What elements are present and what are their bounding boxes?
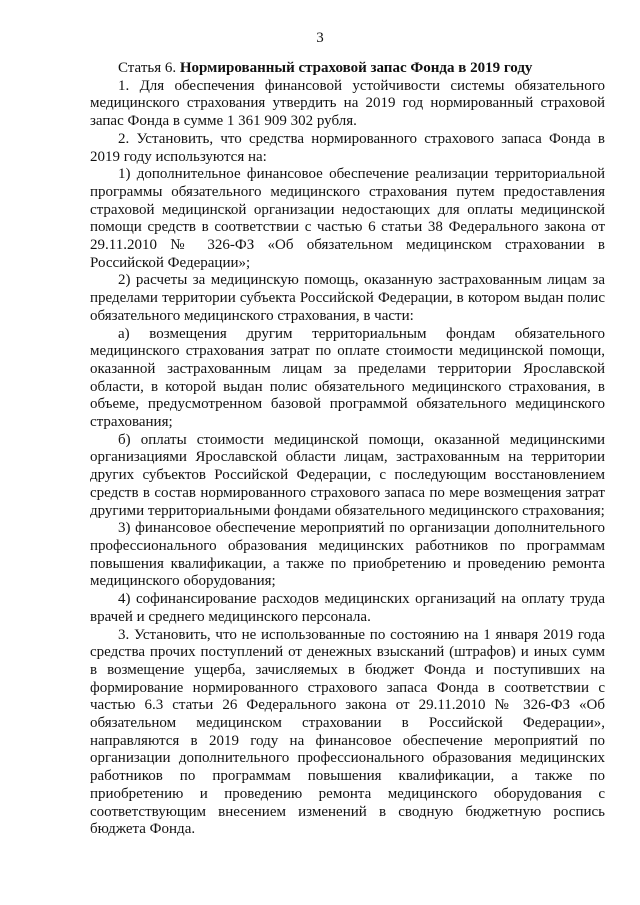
list-item-4: 4) софинансирование расходов медицинских организаций на оплату труда врачей и среднего медицинского персонала. [90, 591, 605, 625]
paragraph-2: 2. Установить, что средства нормированного страхового запаса Фонда в 2019 году используются на: [90, 130, 605, 165]
sub-item-a: а) возмещения другим территориальным фондам обязательного медицинского страхования затрат по оплате стоимости медицинской помощи, оказанной застрахованным лицам за пределами территории Ярославской области, в которой выдан полис обязательного медицинского страхования, в объеме, предусмотренном базовой программой обязательного медицинского страхования; [90, 325, 605, 431]
article-title: Нормированный страховой запас Фонда в 2019 году [179, 60, 533, 76]
list-item-2: 2) расчеты за медицинскую помощь, оказанную застрахованным лицам за пределами территории субъекта Российской Федерации, в котором выдан полис обязательного медицинского страхования, в части: [90, 272, 605, 324]
list-item-1: 1) дополнительное финансовое обеспечение реализации территориальной программы обязательного медицинского страхования путем предоставления страховой медицинской организации недостающих для оплаты медицинской помощи средств в соответствии с частью 6 статьи 38 Федерального закона от 29.11.2010 № 326-ФЗ «Об обязательном медицинском страховании в Российской Федерации»; [90, 166, 605, 271]
page-number: 3 [316, 30, 324, 46]
paragraph-1: 1. Для обеспечения финансовой устойчивости системы обязательного медицинского страхования утвердить на 2019 год нормированный страховой запас Фонда в сумме 1 361 909 302 рубля. [90, 77, 605, 130]
list-item-3: 3) финансовое обеспечение мероприятий по организации дополнительного профессионального образования медицинских работников по программам повышения квалификации, а также по приобретению и проведению ремонта медицинского оборудования; [90, 520, 605, 590]
sub-item-b: б) оплаты стоимости медицинской помощи, оказанной медицинскими организациями Ярославской области лицам, застрахованным на территории других субъектов Российской Федерации, с последующим восстановлением средств в состав нормированного страхового запаса по мере возмещения затрат другими территориальными фондами обязательного медицинского страхования; [90, 431, 605, 519]
paragraph-3: 3. Установить, что не использованные по состоянию на 1 января 2019 года средства прочих поступлений от денежных взысканий (штрафов) и иных сумм в возмещение ущерба, зачисляемых в бюджет Фонда и поступивших на формирование нормированного страхового запаса Фонда в соответствии с частью 6.3 статьи 26 Федерального закона от 29.11.2010 № 326-ФЗ «Об обязательном медицинском страховании в Российской Федерации», направляются в 2019 году на финансовое обеспечение мероприятий по организации дополнительного профессионального образования медицинских работников по программам повышения квалификации, а также по приобретению и проведению ремонта медицинского оборудования с соответствующим внесением изменений в сводную бюджетную роспись бюджета Фонда. [90, 626, 605, 838]
article-heading [90, 60, 605, 78]
document-body [90, 60, 605, 839]
article-prefix: Статья 6. [118, 60, 180, 76]
